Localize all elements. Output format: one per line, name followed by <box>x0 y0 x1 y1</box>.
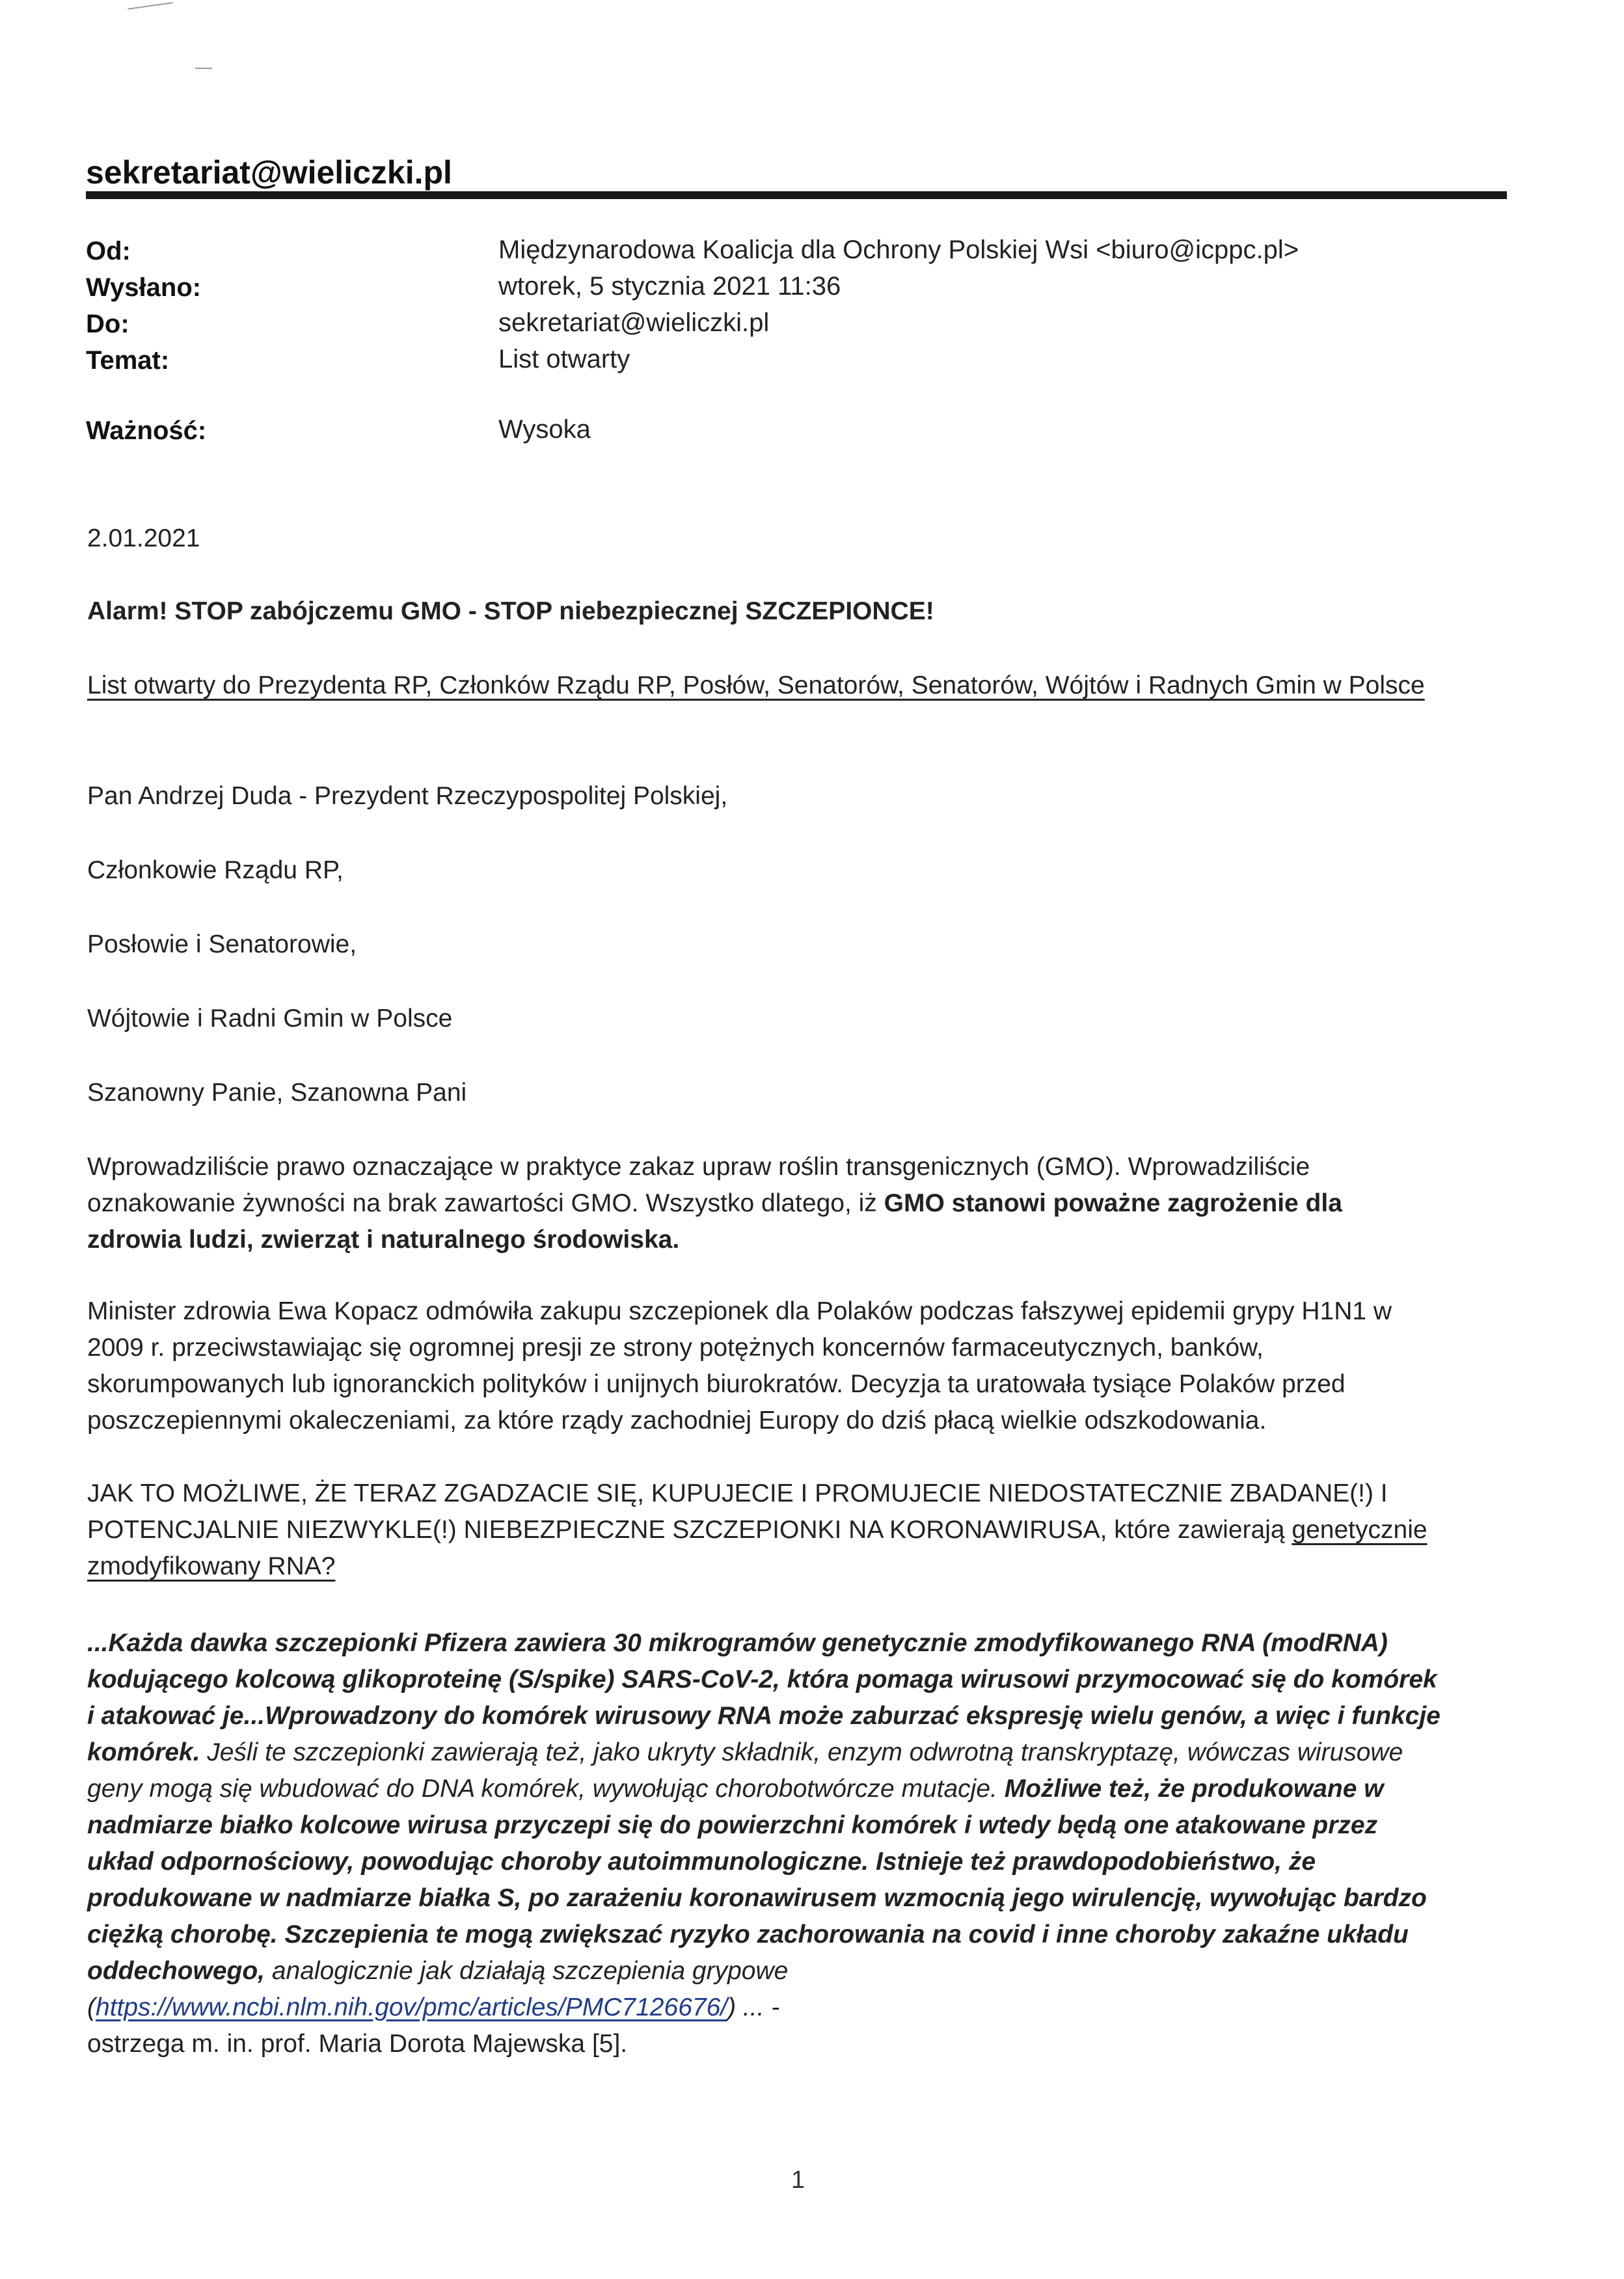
quote-attribution: ostrzega m. in. prof. Maria Dorota Majewska [5]. <box>87 2030 628 2058</box>
header-value-subject: List otwarty <box>498 345 630 373</box>
header-label-sent: Wysłano: <box>86 273 202 302</box>
paragraph-gmo-bold: GMO stanowi poważne zagrożenie dla zdrowia ludzi, zwierząt i naturalnego środowiska. <box>87 1189 1342 1254</box>
quote-italic-1: Jeśli te szczepionki zawierają też, jako ukryty składnik, enzym odwrotną transkryptazę, wówczas wirusowe geny mogą się wbudować do DNA komórek, wywołując chorobotwórcze mutacje. <box>87 1738 1403 1803</box>
paragraph-gmo-text: Wprowadziliście prawo oznaczające w praktyce zakaz upraw roślin transgenicznych (GMO). Wprowadziliście oznakowanie żywności na brak zawartości GMO. Wszystko dlatego, iż <box>87 1153 1310 1217</box>
header-value-importance: Wysoka <box>498 415 591 444</box>
alarm-title: Alarm! STOP zabójczemu GMO - STOP niebezpiecznej SZCZEPIONCE! <box>87 597 934 625</box>
quoted-statement <box>87 1625 1441 2062</box>
mailbox-address: sekretariat@wieliczki.pl <box>86 154 452 191</box>
header-label-importance: Ważność: <box>86 416 207 445</box>
ncbi-link[interactable]: https://www.ncbi.nlm.nih.gov/pmc/articles/PMC7126676/ <box>96 1993 728 2021</box>
addressee-councils: Wójtowie i Radni Gmin w Polsce <box>87 1005 453 1032</box>
header-value-sent: wtorek, 5 stycznia 2021 11:36 <box>498 272 841 301</box>
salutation: Szanowny Panie, Szanowna Pani <box>87 1079 467 1107</box>
addressee-president: Pan Andrzej Duda - Prezydent Rzeczypospolitej Polskiej, <box>87 782 728 810</box>
header-label-subject: Temat: <box>86 346 170 375</box>
header-label-from: Od: <box>86 237 131 265</box>
paragraph-question <box>87 1476 1441 1585</box>
quote-italic-2: analogicznie jak działają szczepienia grypowe ( <box>87 1957 789 2021</box>
paragraph-question-text: JAK TO MOŻLIWE, ŻE TERAZ ZGADZACIE SIĘ, KUPUJECIE I PROMUJECIE NIEDOSTATECZNIE ZBADANE(!) I POTENCJALNIE NIEZWYKLE(!) NIEBEZPIECZNE SZCZEPIONKI NA KORONAWIRUSA, które zawierają <box>87 1479 1388 1544</box>
scan-mark <box>195 68 212 69</box>
addressee-parliament: Posłowie i Senatorowie, <box>87 930 357 958</box>
paragraph-h1n1: Minister zdrowia Ewa Kopacz odmówiła zakupu szczepionek dla Polaków podczas fałszywej epidemii grypy H1N1 w 2009 r. przeciwstawiając się ogromnej presji ze strony potężnych koncernów farmaceutycznych, banków, skorumpowanych lub ignoranckich polityków i unijnych biurokratów. Decyzja ta uratowała tysiące Polaków przed poszczepiennymi okaleczeniami, za które rządy zachodniej Europy do dziś płacą wielkie odszkodowania. <box>87 1297 1392 1435</box>
paragraph-question-underlined: genetycznie zmodyfikowany RNA? <box>87 1516 1428 1580</box>
header-value-to: sekretariat@wieliczki.pl <box>498 308 770 337</box>
header-value-from: Międzynarodowa Koalicja dla Ochrony Polskiej Wsi <biuro@icppc.pl> <box>498 236 1299 264</box>
addressee-government: Członkowie Rządu RP, <box>87 856 344 884</box>
letter-date: 2.01.2021 <box>87 524 200 552</box>
header-rule <box>86 191 1507 199</box>
page-number: 1 <box>791 2166 805 2194</box>
paragraph-gmo <box>87 1149 1441 1258</box>
header-label-to: Do: <box>86 310 129 338</box>
quote-bold-1: ...Każda dawka szczepionki Pfizera zawiera 30 mikrogramów genetycznie zmodyfikowanego RNA (modRNA) kodującego kolcową glikoproteinę (S/spike) SARS-CoV-2, która pomaga wirusowi przymocować się do komórek i atakować je...Wprowadzony do komórek wirusowy RNA może zaburzać ekspresję wielu genów, a więc i funkcje komórek. <box>87 1629 1441 1766</box>
quote-bold-2: Możliwe też, że produkowane w nadmiarze białko kolcowe wirusa przyczepi się do powierzchni komórek i wtedy będą one atakowane przez układ odpornościowy, powodując choroby autoimmunologiczne. Istnieje też prawdopodobieństwo, że produkowane w nadmiarze białka S, po zarażeniu koronawirusem wzmocnią jego wirulencję, wywołując bardzo ciężką chorobę. Szczepienia te mogą zwiększać ryzyko zachorowania na covid i inne choroby zakaźne układu oddechowego, <box>87 1775 1427 1985</box>
letter-title: List otwarty do Prezydenta RP, Członków Rządu RP, Posłów, Senatorów, Senatorów, Wójtów i Radnych Gmin w Polsce <box>87 671 1425 699</box>
quote-italic-3: ) ... - <box>727 1993 780 2021</box>
scan-mark <box>128 2 173 10</box>
